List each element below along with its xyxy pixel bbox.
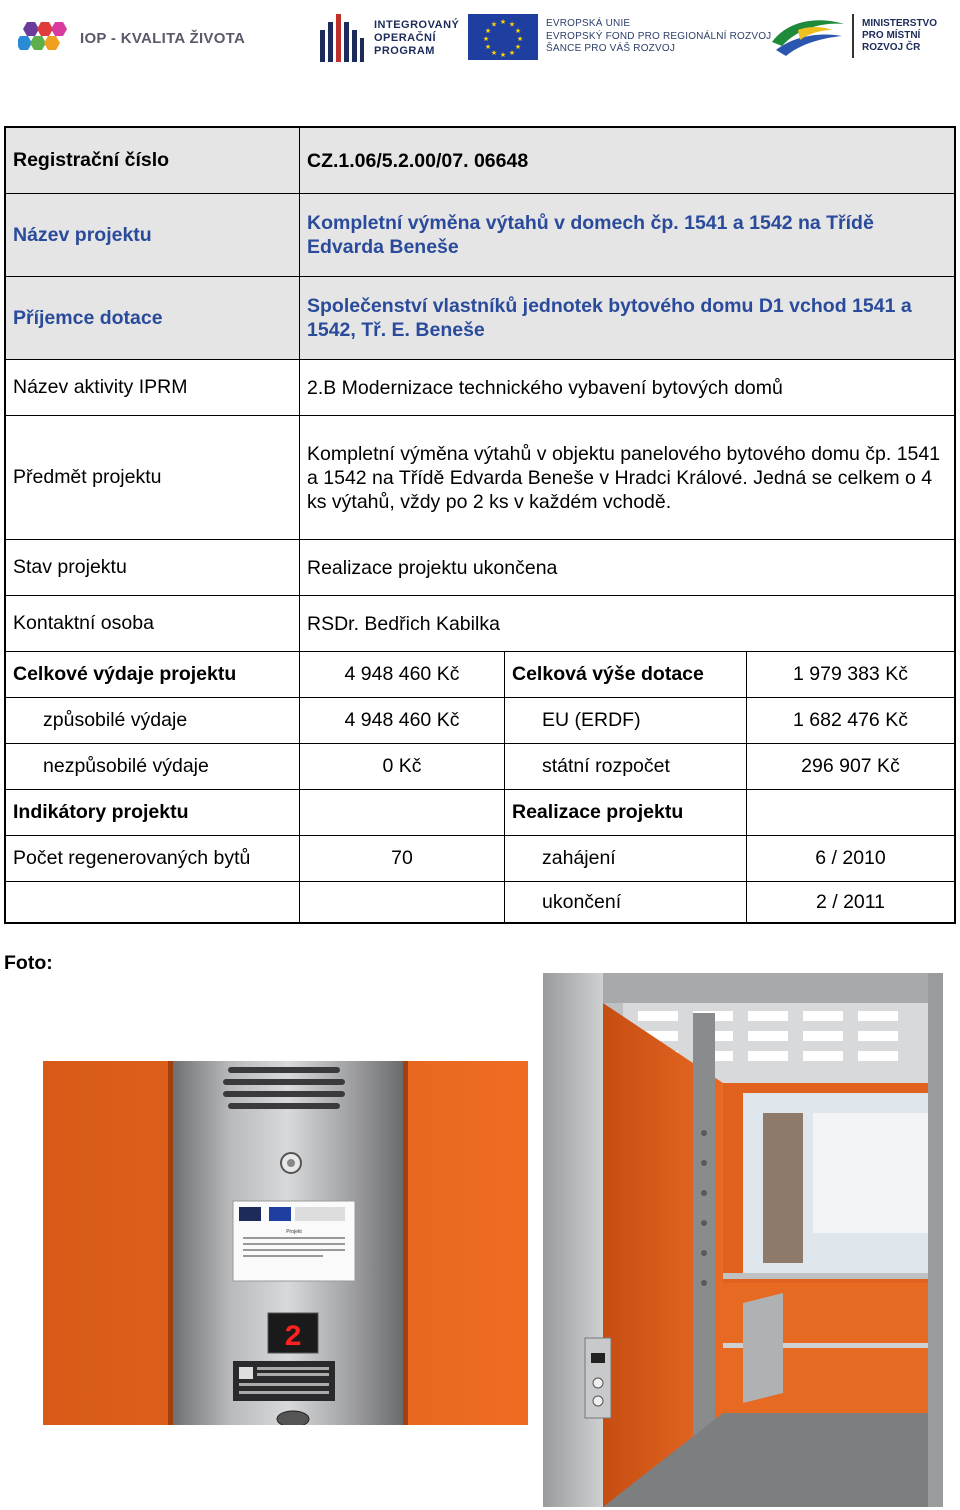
table-row-recipient <box>6 277 954 360</box>
svg-text:★: ★ <box>499 18 507 26</box>
iop-logo-text: IOP - KVALITA ŽIVOTA <box>80 29 246 47</box>
iprog-line: PROGRAM <box>374 44 435 57</box>
photo-elevator-cabin <box>543 973 943 1507</box>
elevator-panel-image <box>43 1061 528 1425</box>
total-grant-value: 1 979 383 Kč <box>746 652 954 697</box>
eu-line: EVROPSKÝ FOND PRO REGIONÁLNÍ ROZVOJ <box>546 30 772 42</box>
project-name-value: Kompletní výměna výtahů v domech čp. 1541 a 1542 na Třídě Edvarda Beneše <box>299 194 954 276</box>
svg-text:★: ★ <box>490 20 498 29</box>
start-value: 6 / 2010 <box>746 836 954 881</box>
iprog-line: OPERAČNÍ <box>374 31 437 44</box>
eu-erdf-value: 1 682 476 Kč <box>746 698 954 743</box>
registration-label: Registrační číslo <box>13 149 170 171</box>
table-row-contact <box>6 596 954 652</box>
mmr-swoosh-icon <box>768 12 848 60</box>
foto-label: Foto: <box>4 952 53 974</box>
state-budget-label: státní rozpočet <box>504 744 746 789</box>
ineligible-value: 0 Kč <box>299 744 504 789</box>
eu-flag-icon <box>468 14 538 60</box>
svg-text:★: ★ <box>484 27 492 35</box>
total-expense-value: 4 948 460 Kč <box>299 652 504 697</box>
subject-label: Předmět projektu <box>13 466 162 488</box>
recipient-label: Příjemce dotace <box>13 306 163 329</box>
flats-label: Počet regenerovaných bytů <box>13 847 251 869</box>
empty-cell <box>746 790 954 835</box>
table-row-total <box>6 652 954 698</box>
realization-title: Realizace projektu <box>504 790 746 835</box>
iop-hexagon-icon <box>18 20 70 56</box>
recipient-value: Společenství vlastníků jednotek bytového domu D1 vchod 1541 a 1542, Tř. E. Beneše <box>299 277 954 359</box>
svg-text:★: ★ <box>514 43 522 51</box>
svg-text:★: ★ <box>499 51 507 59</box>
subject-value: Kompletní výměna výtahů v objektu panelového bytového domu čp. 1541 a 1542 na Třídě Edvarda Beneše v Hradci Králové. Jedná se celkem o 4 ks výtahů, vždy po 2 ks v každém vchodě. <box>299 416 954 539</box>
photo-elevator-panel <box>43 1061 528 1425</box>
svg-text:★: ★ <box>508 20 516 29</box>
svg-text:★: ★ <box>490 49 498 57</box>
project-table <box>4 126 956 924</box>
activity-value: 2.B Modernizace technického vybavení bytových domů <box>299 360 954 415</box>
indicators-title: Indikátory projektu <box>13 801 189 823</box>
table-row-flats <box>6 836 954 882</box>
end-value: 2 / 2011 <box>746 882 954 922</box>
empty-cell <box>299 790 504 835</box>
total-expense-label: Celkové výdaje projektu <box>13 663 237 685</box>
registration-value: CZ.1.06/5.2.00/07. 06648 <box>299 128 954 193</box>
table-row-registration <box>6 128 954 194</box>
table-row-indicators-header <box>6 790 954 836</box>
ineligible-label: nezpůsobilé výdaje <box>43 755 209 777</box>
mmr-text <box>862 18 937 54</box>
project-name-label: Název projektu <box>13 223 152 246</box>
svg-text:★: ★ <box>514 27 522 35</box>
eu-logo <box>468 14 771 60</box>
mmr-divider <box>852 14 854 58</box>
iop-logo <box>18 18 245 58</box>
elevator-cabin-image <box>543 973 943 1507</box>
eu-erdf-label: EU (ERDF) <box>504 698 746 743</box>
activity-label: Název aktivity IPRM <box>13 376 188 398</box>
eligible-value: 4 948 460 Kč <box>299 698 504 743</box>
table-row-end <box>6 882 954 922</box>
panel-sheet-title: Projekt <box>286 1229 302 1235</box>
logo-header <box>0 0 960 80</box>
empty-cell <box>299 882 504 922</box>
total-grant-label: Celková výše dotace <box>504 652 746 697</box>
eu-line: EVROPSKÁ UNIE <box>546 18 631 30</box>
table-row-subject <box>6 416 954 540</box>
start-label: zahájení <box>504 836 746 881</box>
eu-line: ŠANCE PRO VÁŠ ROZVOJ <box>546 43 676 55</box>
svg-text:★: ★ <box>484 43 492 51</box>
integrovany-program-logo <box>318 10 459 66</box>
mmr-line: PRO MÍSTNÍ <box>862 30 921 41</box>
table-row-activity <box>6 360 954 416</box>
iprog-line: INTEGROVANÝ <box>374 18 460 31</box>
flats-value: 70 <box>299 836 504 881</box>
floor-display-digit: 2 <box>283 1321 303 1355</box>
svg-text:★: ★ <box>482 35 490 43</box>
state-budget-value: 296 907 Kč <box>746 744 954 789</box>
table-row-ineligible <box>6 744 954 790</box>
table-row-eligible <box>6 698 954 744</box>
table-row-status <box>6 540 954 596</box>
program-bars-icon <box>318 12 366 64</box>
mmr-line: ROZVOJ ČR <box>862 42 921 53</box>
mmr-line: MINISTERSTVO <box>862 18 938 29</box>
status-value: Realizace projektu ukončena <box>299 540 954 595</box>
svg-text:★: ★ <box>516 35 524 43</box>
end-label: ukončení <box>504 882 746 922</box>
empty-cell <box>6 882 299 922</box>
status-label: Stav projektu <box>13 556 127 578</box>
eligible-label: způsobilé výdaje <box>43 709 188 731</box>
iprog-text <box>374 19 459 58</box>
contact-label: Kontaktní osoba <box>13 612 154 634</box>
svg-text:★: ★ <box>508 49 516 57</box>
eu-text <box>546 18 771 56</box>
contact-value: RSDr. Bedřich Kabilka <box>299 596 954 651</box>
mmr-logo <box>768 12 937 60</box>
table-row-project-name <box>6 194 954 277</box>
